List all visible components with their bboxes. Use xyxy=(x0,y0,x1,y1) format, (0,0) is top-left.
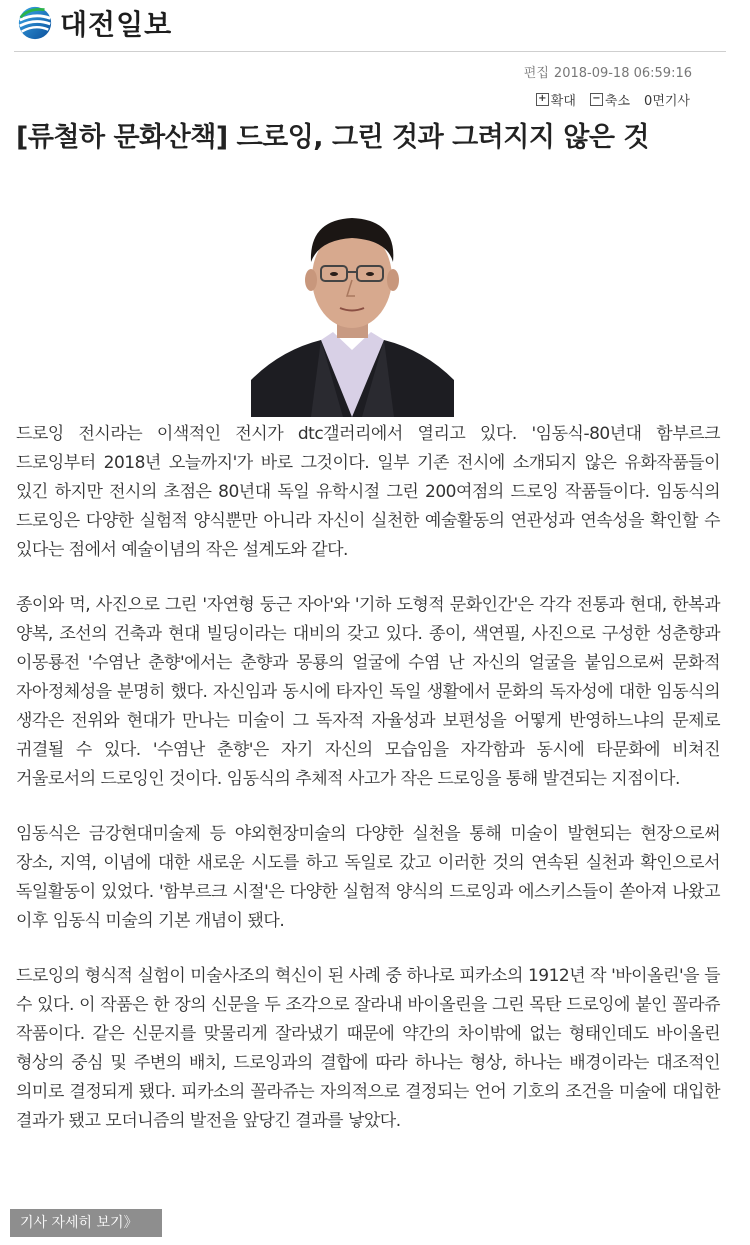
article-title: [류철하 문화산책] 드로잉, 그린 것과 그려지지 않은 것 xyxy=(16,122,649,153)
plus-icon: + xyxy=(536,93,549,106)
author-photo xyxy=(251,200,454,417)
logo-text: 대전일보 xyxy=(60,8,173,41)
zoom-in-label: 확대 xyxy=(550,94,576,109)
zoom-out-button[interactable] xyxy=(590,90,630,109)
article-paragraph: 임동식은 금강현대미술제 등 야외현장미술의 다양한 실천을 통해 미술이 발현되는 현장으로써 장소, 지역, 이념에 대한 새로운 시도를 하고 독일로 갔고 이러한 것의 연속된 실천과 확인으로서 독일활동이 있었다. '함부르크 시절'은 다양한 실험적 양식의 드로잉과 에스키스들이 쏟아져 나왔고 이후 임동식 미술의 기본 개념이 됐다. xyxy=(16,824,720,931)
header-divider xyxy=(14,51,726,52)
article-tools xyxy=(522,90,690,109)
zoom-in-button[interactable] xyxy=(536,90,576,109)
article-paragraph: 드로잉의 형식적 실험이 미술사조의 혁신이 된 사례 중 하나로 피카소의 1912년 작 '바이올린'을 들 수 있다. 이 작품은 한 장의 신문을 두 조각으로 잘라내 바이올린을 그린 목탄 드로잉에 붙인 꼴라쥬 작품이다. 같은 신문지를 맞물리게 잘라냈기 때문에 약간의 차이밖에 없는 형태인데도 바이올린 형상의 중심 및 주변의 배치, 드로잉과의 결합에 따라 하나는 형상, 하나는 배경이라는 대조적인 의미로 결정되게 됐다. 피카소의 꼴라쥬는 자의적으로 결정되는 언어 기호의 조건을 미술에 대입한 결과가 됐고 모더니즘의 발전을 앞당긴 결과를 낳았다. xyxy=(16,966,720,1131)
edit-datetime: 2018-09-18 06:59:16 xyxy=(553,66,692,81)
globe-logo-icon xyxy=(16,4,54,42)
article-paragraph: 종이와 먹, 사진으로 그린 '자연형 둥근 자아'와 '기하 도형적 문화인간'은 각각 전통과 현대, 한복과 양복, 조선의 건축과 현대 빌딩이라는 대비의 갖고 있다. 종이, 색연필, 사진으로 구성한 성춘향과 이몽룡전 '수염난 춘향'에서는 춘향과 몽룡의 얼굴에 수염 난 자신의 얼굴을 붙임으로써 문화적 자아정체성을 분명히 했다. 자신임과 동시에 타자인 독일 생활에서 문화의 독자성에 대한 임동식의 생각은 전위와 현대가 만나는 미술이 그 독자적 자율성과 보편성을 어떻게 반영하느냐의 문제로 귀결될 수 있다. '수염난 춘향'은 자기 자신의 모습임을 자각함과 동시에 타문화에 비쳐진 거울로서의 드로잉인 것이다. 임동식의 추체적 사고가 작은 드로잉을 통해 발견되는 지점이다. xyxy=(16,595,720,789)
page-article-label: 0면기사 xyxy=(644,94,690,109)
site-header xyxy=(0,0,750,52)
zoom-out-label: 축소 xyxy=(604,94,631,109)
article-paragraph: 드로잉 전시라는 이색적인 전시가 dtc갤러리에서 열리고 있다. '임동식-80년대 함부르크 드로잉부터 2018년 오늘까지'가 바로 그것이다. 일부 기존 전시에 소개되지 않은 유화작품들이 있긴 하지만 전시의 초점은 80년대 독일 유학시절 그린 200여점의 드로잉 작품들이다. 임동식의 드로잉은 다양한 실험적 양식뿐만 아니라 자신이 실천한 예술활동의 연관성과 연속성을 확인할 수 있다는 점에서 예술이념의 작은 설계도와 같다. xyxy=(16,424,720,560)
article-meta xyxy=(519,62,692,81)
view-full-article-button[interactable]: 기사 자세히 보기》 xyxy=(10,1209,162,1237)
page-article-link[interactable] xyxy=(644,90,690,109)
minus-icon: − xyxy=(590,93,603,106)
site-logo[interactable] xyxy=(16,3,172,43)
article-body xyxy=(16,420,720,1162)
edit-label: 편집 xyxy=(523,66,549,81)
